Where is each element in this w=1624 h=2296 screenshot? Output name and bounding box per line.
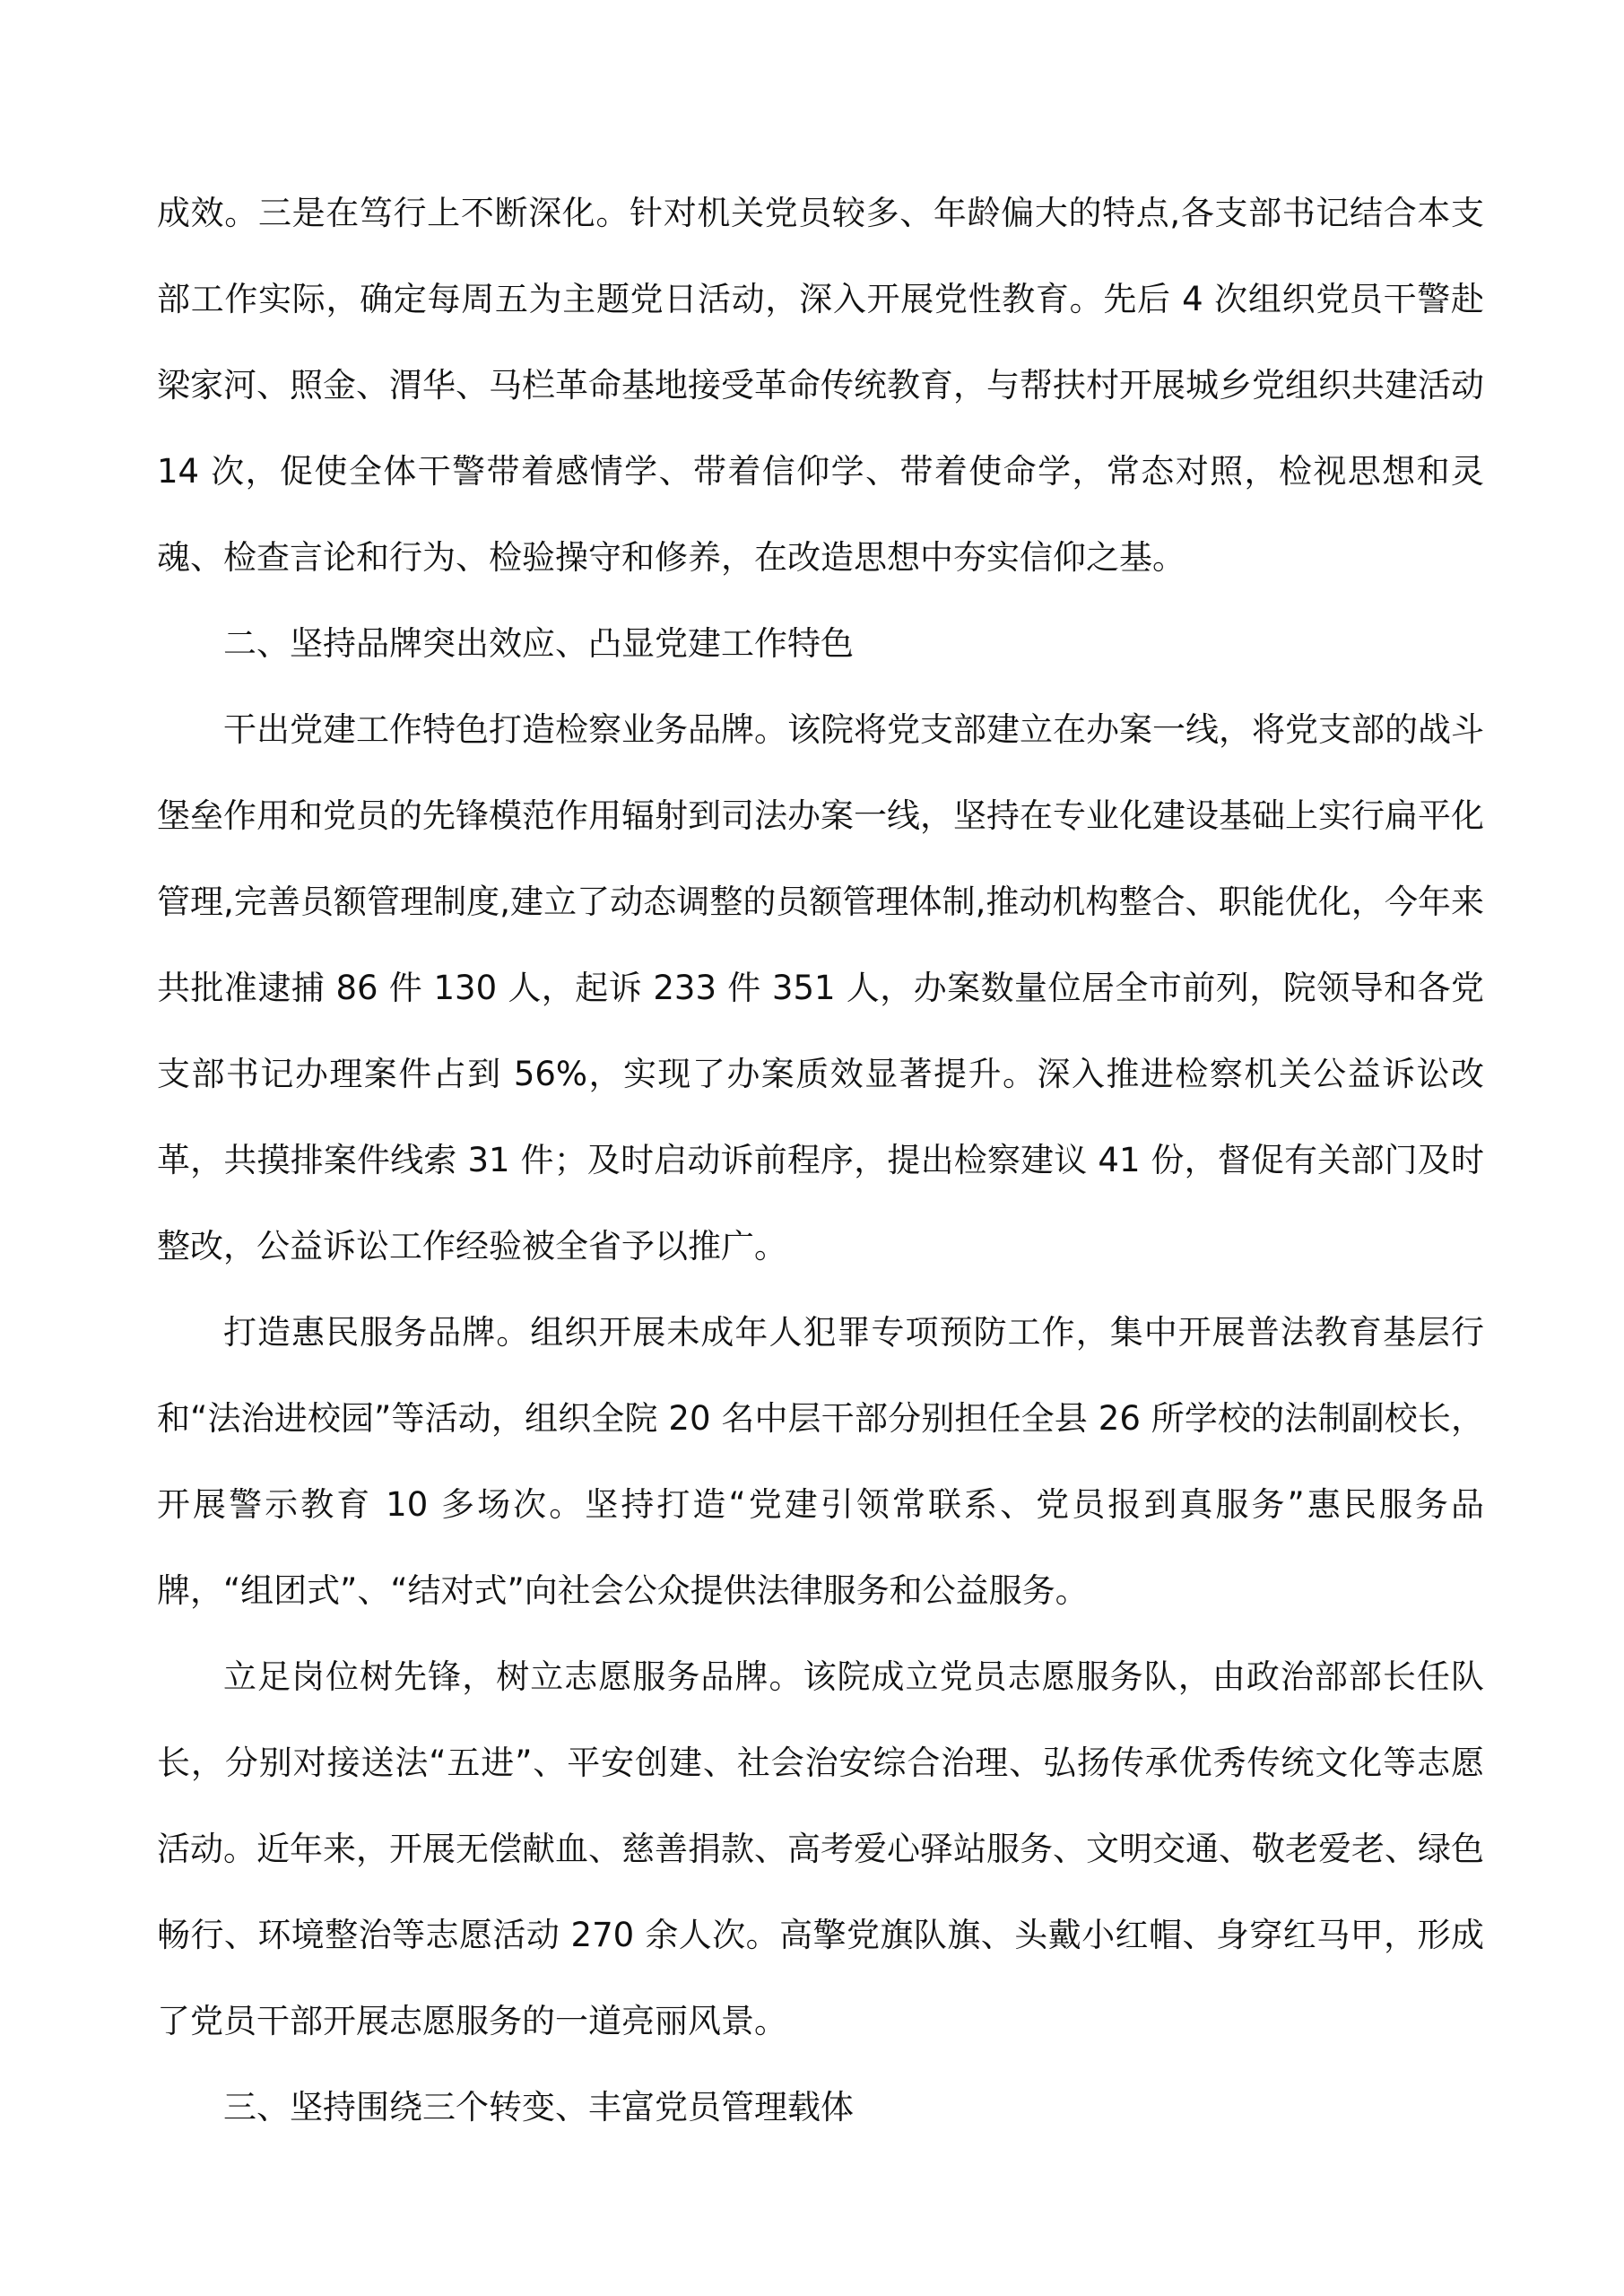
document-body [157,170,1484,2151]
section-heading-3: 三、坚持围绕三个转变、丰富党员管理载体 [223,2088,854,2126]
paragraph-continuation: 成效。三是在笃行上不断深化。针对机关党员较多、年龄偏大的特点,各支部书记结合本支部工作实际，确定每周五为主题党日活动，深入开展党性教育。先后 4 次组织党员干警赴梁家河、照金、渭华、马栏革命基地接受革命传统教育，与帮扶村开展城乡党组织共建活动 14 次，促使全体干警带着感情学、带着信仰学、带着使命学，常态对照，检视思想和灵魂、检查言论和行为、检验操守和修养，在改造思想中夯实信仰之基。 [157,194,1484,577]
paragraph-procuratorial-brand: 干出党建工作特色打造检察业务品牌。该院将党支部建立在办案一线，将党支部的战斗堡垒作用和党员的先锋模范作用辐射到司法办案一线，坚持在专业化建设基础上实行扁平化管理,完善员额管理制度,建立了动态调整的员额管理体制,推动机构整合、职能优化，今年来共批准逮捕 86 件 130 人，起诉 233 件 351 人，办案数量位居全市前列，院领导和各党支部书记办理案件占到 56%，实现了办案质效显著提升。深入推进检察机关公益诉讼改革，共摸排案件线索 31 件；及时启动诉前程序，提出检察建议 41 份，督促有关部门及时整改，公益诉讼工作经验被全省予以推广。 [157,710,1485,1265]
paragraph-public-service-brand: 打造惠民服务品牌。组织开展未成年人犯罪专项预防工作，集中开展普法教育基层行和“法治进校园”等活动，组织全院 20 名中层干部分别担任全县 26 所学校的法制副校长，开展警示教育 10 多场次。坚持打造“党建引领常联系、党员报到真服务”惠民服务品牌，“组团式”、“结对式”向社会公众提供法律服务和公益服务。 [157,1313,1484,1610]
section-heading-2: 二、坚持品牌突出效应、凸显党建工作特色 [223,624,854,663]
paragraph-volunteer-brand: 立足岗位树先锋，树立志愿服务品牌。该院成立党员志愿服务队，由政治部部长任队长，分别对接送法“五进”、平安创建、社会治安综合治理、弘扬传承优秀传统文化等志愿活动。近年来，开展无偿献血、慈善捐款、高考爱心驿站服务、文明交通、敬老爱老、绿色畅行、环境整治等志愿活动 270 余人次。高擎党旗队旗、头戴小红帽、身穿红马甲，形成了党员干部开展志愿服务的一道亮丽风景。 [157,1657,1484,2040]
